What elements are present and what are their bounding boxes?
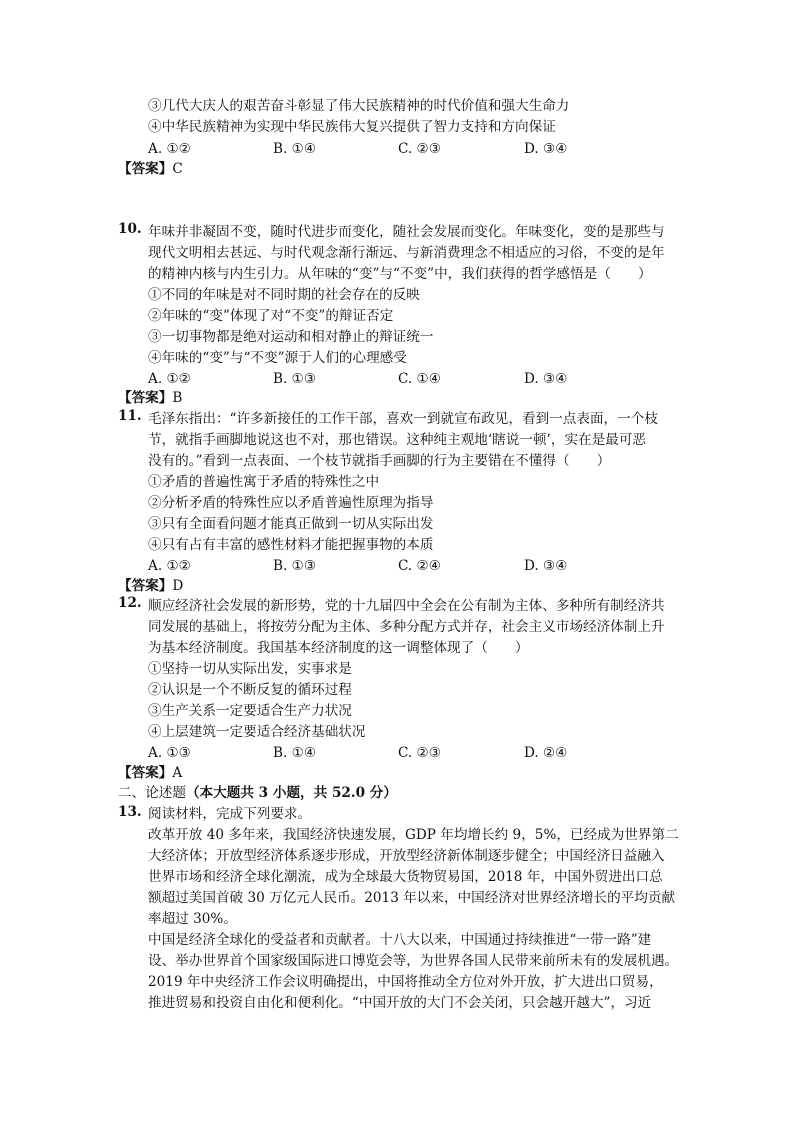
- q12-option-a: A. ①③: [148, 745, 191, 761]
- q10-stem-line-1: 年味并非凝固不变，随时代进步而变化，随社会发展而变化。年味变化，变的是那些与: [148, 224, 665, 240]
- q10-answer: [118, 388, 182, 408]
- q10-option-b: B. ①③: [273, 371, 317, 387]
- q11-option-b: B. ①③: [273, 558, 317, 574]
- q10-number: 10.: [118, 221, 142, 237]
- q11-statement-2: ②分析矛盾的特殊性应以矛盾普遍性原理为指导: [148, 495, 434, 511]
- q11-statement-1: ①矛盾的普遍性寓于矛盾的特殊性之中: [148, 474, 380, 490]
- q13-material-line-8: 2019 年中央经济工作会议明确提出，中国将推动全方位对外开放，扩大进出口贸易，: [148, 974, 663, 990]
- q9-answer: [118, 159, 183, 179]
- q13-material-line-2: 大经济体；开放型经济体系逐步形成，开放型经济新体制逐步健全；中国经济日益融入: [148, 848, 665, 864]
- q11-option-c: C. ②④: [398, 558, 441, 574]
- q13-material-line-3: 世界市场和经济全球化潮流，成为全球最大货物贸易国，2018 年，中国外贸进出口总: [148, 869, 663, 885]
- answer-value: C: [172, 161, 183, 177]
- q11-option-a: A. ①②: [148, 558, 191, 574]
- q12-stem-line-2: 同发展的基础上，将按劳分配为主体、多种分配方式并存，社会主义市场经济体制上升: [148, 619, 665, 635]
- q12-statement-2: ②认识是一个不断反复的循环过程: [148, 682, 352, 698]
- q12-stem-line-3: 为基本经济制度。我国基本经济制度的这一调整体现了（ ）: [148, 640, 529, 656]
- q10-statement-3: ③一切事物都是绝对运动和相对静止的辩证统一: [148, 329, 434, 345]
- q12-statement-3: ③生产关系一定要适合生产力状况: [148, 703, 352, 719]
- q9-option-c: C. ②③: [398, 141, 441, 157]
- answer-label: 【答案】: [118, 578, 173, 594]
- q9-statement-3: ③几代大庆人的艰苦奋斗彰显了伟大民族精神的时代价值和强大生命力: [148, 98, 570, 114]
- q13-material-line-1: 改革开放 40 多年来，我国经济快速发展，GDP 年均增长约 9，5%，已经成为世界第二: [148, 827, 679, 843]
- answer-label: 【答案】: [118, 765, 173, 781]
- q12-number: 12.: [118, 595, 142, 611]
- q12-option-d: D. ②④: [524, 745, 568, 761]
- answer-label: 【答案】: [118, 161, 173, 177]
- q12-option-b: B. ①④: [273, 745, 317, 761]
- q11-stem-line-3: 没有的。”看到一点表面、一个枝节就指手画脚的行为主要错在不懂得（ ）: [148, 453, 611, 469]
- q10-option-d: D. ③④: [524, 371, 568, 387]
- answer-value: B: [172, 390, 183, 406]
- q11-stem-line-1: 毛泽东指出：“许多新接任的工作干部，喜欢一到就宣布政见，看到一点表面，一个枝: [148, 411, 658, 427]
- q10-option-c: C. ①④: [398, 371, 441, 387]
- q9-option-a: A. ①②: [148, 141, 191, 157]
- section-2-note: （本大题共 3 小题，共 52.0 分）: [185, 785, 397, 801]
- q9-statement-4: ④中华民族精神为实现中华民族伟大复兴提供了智力支持和方向保证: [148, 119, 556, 135]
- q10-statement-2: ②年味的“变”体现了对“不变”的辩证否定: [148, 308, 394, 324]
- q10-option-a: A. ①②: [148, 371, 191, 387]
- q11-statement-3: ③只有全面看问题才能真正做到一切从实际出发: [148, 516, 434, 532]
- q11-option-d: D. ③④: [524, 558, 568, 574]
- section-2-prefix: 二、论述题: [118, 785, 186, 801]
- q11-statement-4: ④只有占有丰富的感性材料才能把握事物的本质: [148, 537, 434, 553]
- q10-stem-line-2: 现代文明相去甚远、与时代观念渐行渐远、与新消费理念不相适应的习俗，不变的是年: [148, 245, 665, 261]
- q13-material-line-9: 推进贸易和投资自由化和便利化。“中国开放的大门不会关闭，只会越开越大”，习近: [148, 995, 652, 1011]
- q11-stem-line-2: 节，就指手画脚地说这也不对，那也错误。这种纯主观地‘瞎说一顿’，实在是最可恶: [148, 432, 647, 448]
- q10-statement-4: ④年味的“变”与“不变”源于人们的心理感受: [148, 350, 407, 366]
- q12-stem-line-1: 顺应经济社会发展的新形势，党的十九届四中全会在公有制为主体、多种所有制经济共: [148, 598, 665, 614]
- section-2-heading: [118, 783, 397, 803]
- q9-option-d: D. ③④: [524, 141, 568, 157]
- q13-material-line-7: 设、举办世界首个国家级国际进口博览会等，为世界各国人民带来前所未有的发展机遇。: [148, 953, 679, 969]
- q13-material-line-4: 额超过美国首破 30 万亿元人民币。2013 年以来，中国经济对世界经济增长的平均贡献: [148, 890, 676, 906]
- q13-material-line-5: 率超过 30%。: [148, 911, 237, 927]
- q12-statement-4: ④上层建筑一定要适合经济基础状况: [148, 724, 366, 740]
- q12-option-c: C. ②③: [398, 745, 441, 761]
- answer-label: 【答案】: [118, 390, 173, 406]
- q12-answer: [118, 763, 182, 783]
- q11-number: 11.: [118, 408, 142, 424]
- answer-value: A: [172, 765, 183, 781]
- q10-statement-1: ①不同的年味是对不同时期的社会存在的反映: [148, 287, 420, 303]
- answer-value: D: [172, 578, 184, 594]
- q9-option-b: B. ①④: [273, 141, 317, 157]
- q13-intro: 阅读材料，完成下列要求。: [148, 806, 312, 822]
- q12-statement-1: ①坚持一切从实际出发，实事求是: [148, 661, 352, 677]
- q10-stem-line-3: 的精神内核与内生引力。从年味的“变”与“不变”中，我们获得的哲学感悟是（ ）: [148, 266, 652, 282]
- q13-number: 13.: [118, 804, 142, 820]
- q13-material-line-6: 中国是经济全球化的受益者和贡献者。十八大以来，中国通过持续推进“一带一路”建: [148, 932, 652, 948]
